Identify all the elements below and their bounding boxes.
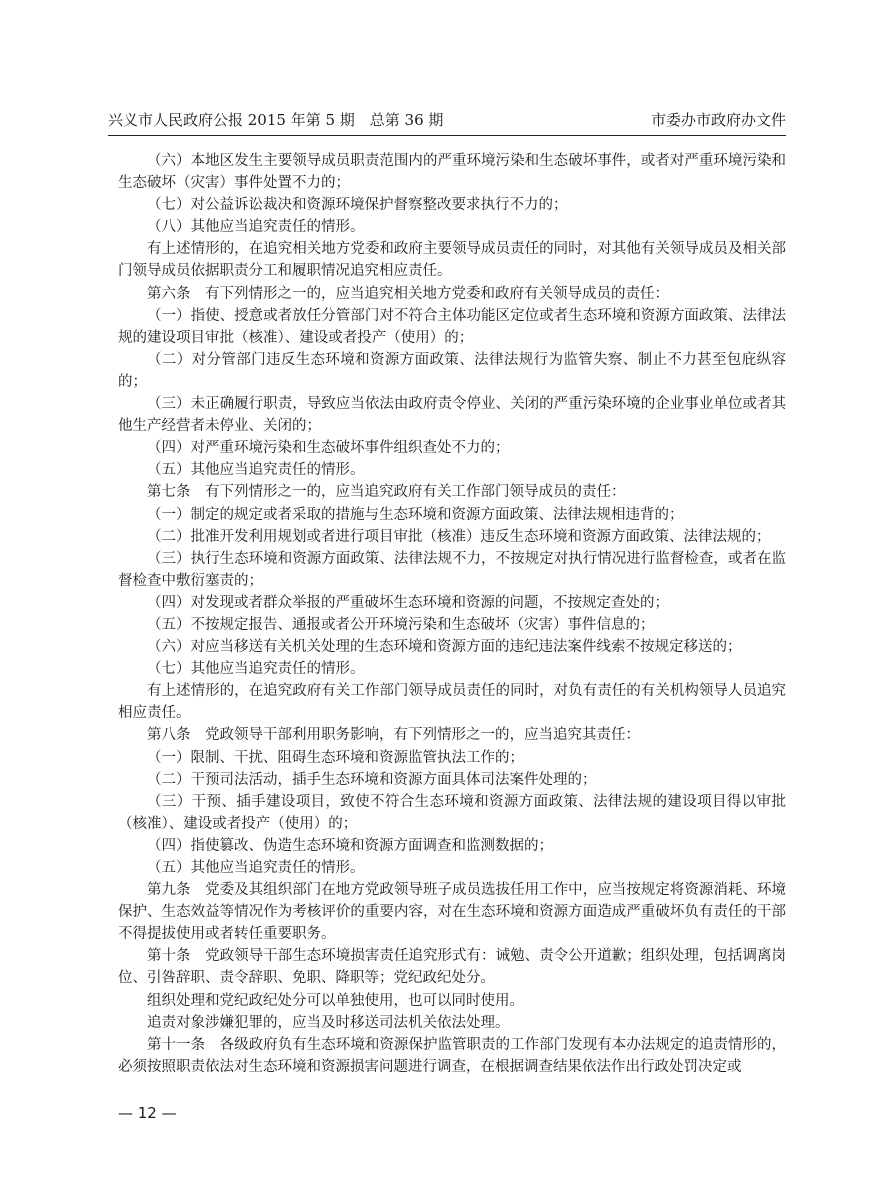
header-section-title: 市委办市政府办文件 bbox=[650, 111, 786, 129]
paragraph: 有上述情形的，在追究相关地方党委和政府主要领导成员责任的同时，对其他有关领导成员及相关部门领导成员依据职责分工和履职情况追究相应责任。 bbox=[118, 241, 786, 280]
paragraph: （一）制定的规定或者采取的措施与生态环境和资源方面政策、法律法规相违背的； bbox=[147, 506, 684, 523]
paragraph: 组织处理和党纪政纪处分可以单独使用，也可以同时使用。 bbox=[147, 992, 524, 1009]
page-header bbox=[108, 108, 786, 136]
article-paragraph: 第九条 党委及其组织部门在地方党政领导班子成员选拔任用工作中，应当按规定将资源消耗、环境保护、生态效益等情况作为考核评价的重要内容，对在生态环境和资源方面造成严重破坏负有责任的干部不得提拔使用或者转任重要职务。 bbox=[118, 882, 786, 943]
article-paragraph: 第七条 有下列情形之一的，应当追究政府有关工作部门领导成员的责任： bbox=[147, 484, 626, 501]
page-number: — 12 — bbox=[118, 1104, 177, 1122]
article-paragraph: 第十条 党政领导干部生态环境损害责任追究形式有：诫勉、责令公开道歉；组织处理，包括调离岗位、引咎辞职、责令辞职、免职、降职等；党纪政纪处分。 bbox=[118, 948, 786, 987]
paragraph: （七）其他应当追究责任的情形。 bbox=[147, 661, 365, 678]
document-body bbox=[118, 150, 786, 1078]
paragraph: （三）未正确履行职责，导致应当依法由政府责令停业、关闭的严重污染环境的企业事业单位或者其他生产经营者未停业、关闭的； bbox=[118, 396, 786, 435]
header-rule bbox=[108, 135, 786, 136]
paragraph: （二）批准开发利用规划或者进行项目审批（核准）违反生态环境和资源方面政策、法律法规的； bbox=[147, 528, 771, 545]
paragraph: （六）本地区发生主要领导成员职责范围内的严重环境污染和生态破坏事件，或者对严重环境污染和生态破坏（灾害）事件处置不力的； bbox=[118, 153, 786, 192]
paragraph: （五）其他应当追究责任的情形。 bbox=[147, 462, 365, 479]
paragraph: （三）干预、插手建设项目，致使不符合生态环境和资源方面政策、法律法规的建设项目得以审批（核准）、建设或者投产（使用）的； bbox=[118, 793, 786, 832]
paragraph: （七）对公益诉讼裁决和资源环境保护督察整改要求执行不力的； bbox=[147, 197, 568, 214]
paragraph: （五）不按规定报告、通报或者公开环境污染和生态破坏（灾害）事件信息的； bbox=[147, 616, 655, 633]
paragraph: （八）其他应当追究责任的情形。 bbox=[147, 219, 365, 236]
paragraph: （五）其他应当追究责任的情形。 bbox=[147, 860, 365, 876]
paragraph: （四）对严重环境污染和生态破坏事件组织查处不力的； bbox=[147, 440, 510, 457]
paragraph: （四）对发现或者群众举报的严重破坏生态环境和资源的问题，不按规定查处的； bbox=[147, 594, 669, 611]
paragraph: （四）指使篡改、伪造生态环境和资源方面调查和监测数据的； bbox=[147, 837, 553, 854]
paragraph: （二）对分管部门违反生态环境和资源方面政策、法律法规行为监管失察、制止不力甚至包庇纵容的； bbox=[118, 351, 786, 390]
paragraph: （一）指使、授意或者放任分管部门对不符合主体功能区定位或者生态环境和资源方面政策、法律法规的建设项目审批（核准）、建设或者投产（使用）的； bbox=[118, 307, 786, 346]
article-paragraph: 第八条 党政领导干部利用职务影响，有下列情形之一的，应当追究其责任： bbox=[147, 727, 640, 744]
article-paragraph: 第十一条 各级政府负有生态环境和资源保护监管职责的工作部门发现有本办法规定的追责情形的，必须按照职责依法对生态环境和资源损害问题进行调查，在根据调查结果依法作出行政处罚决定或 bbox=[118, 1036, 786, 1075]
paragraph: 追责对象涉嫌犯罪的，应当及时移送司法机关依法处理。 bbox=[147, 1014, 510, 1031]
paragraph: （三）执行生态环境和资源方面政策、法律法规不力，不按规定对执行情况进行监督检查，或者在监督检查中敷衍塞责的； bbox=[118, 550, 786, 589]
header-publication-title: 兴义市人民政府公报 2015 年第 5 期 总第 36 期 bbox=[108, 111, 444, 129]
article-paragraph: 第六条 有下列情形之一的，应当追究相关地方党委和政府有关领导成员的责任： bbox=[147, 285, 669, 302]
paragraph: （二）干预司法活动，插手生态环境和资源方面具体司法案件处理的； bbox=[147, 771, 597, 788]
paragraph: 有上述情形的，在追究政府有关工作部门领导成员责任的同时，对负有责任的有关机构领导人员追究相应责任。 bbox=[118, 683, 786, 722]
paragraph: （一）限制、干扰、阻碍生态环境和资源监管执法工作的； bbox=[147, 749, 524, 766]
paragraph: （六）对应当移送有关机关处理的生态环境和资源方面的违纪违法案件线索不按规定移送的； bbox=[147, 639, 742, 656]
